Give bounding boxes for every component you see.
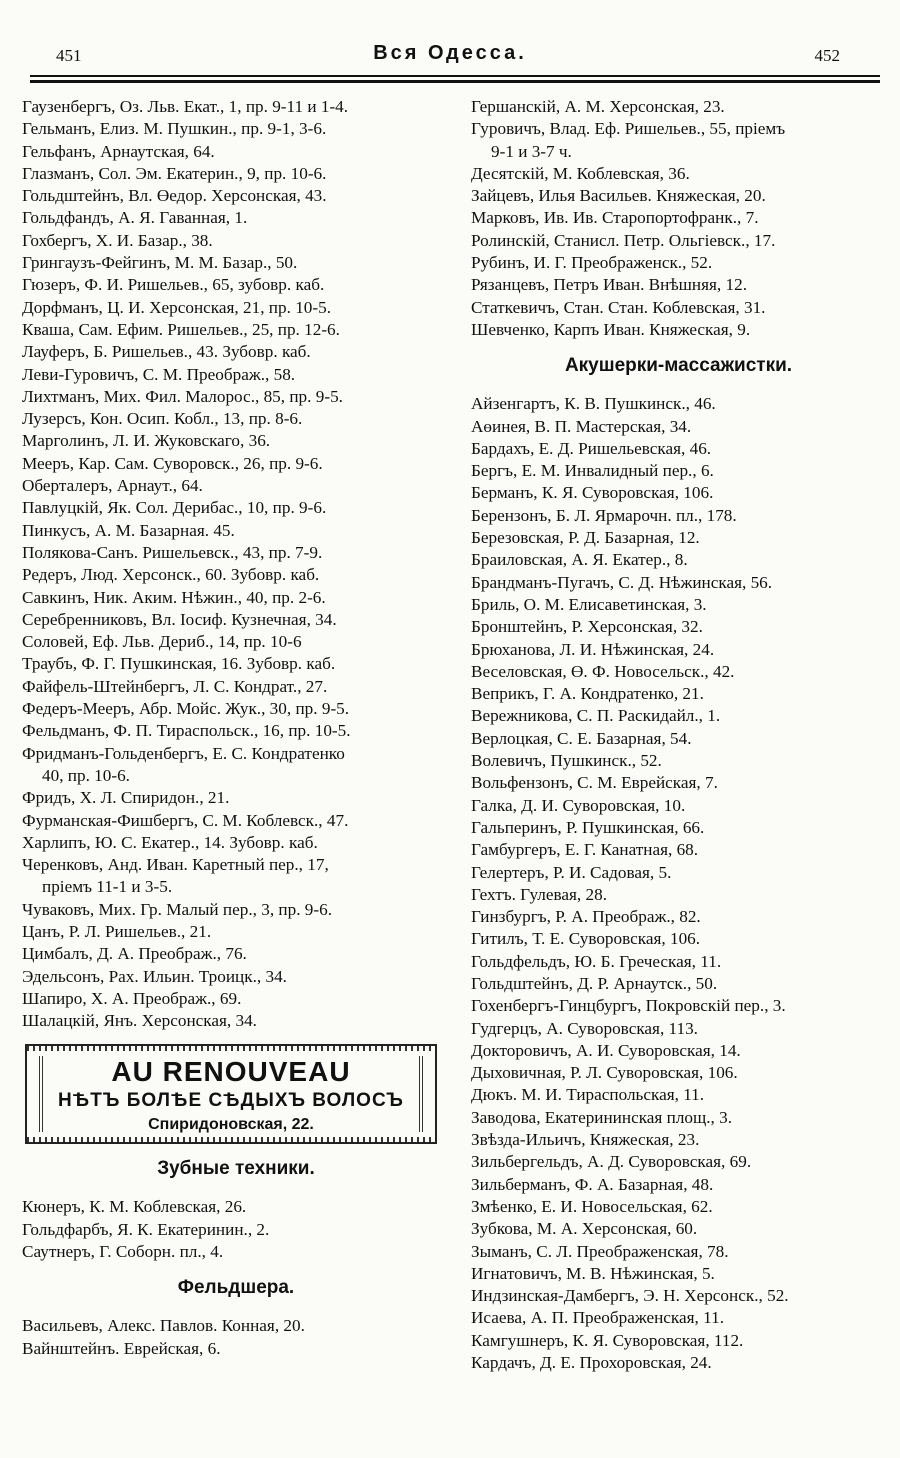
entry-text: Рязанцевъ, Петръ Иван. Внѣшняя, 12. [471,275,747,295]
directory-entry [471,1307,886,1329]
entry-text: Статкевичъ, Стан. Стан. Коблевская, 31. [471,297,766,317]
directory-entry [22,943,450,965]
directory-entry [471,705,886,727]
directory-entry [22,988,450,1010]
directory-entry [22,341,450,363]
directory-entry [471,683,886,705]
entry-text: Десятскій, М. Коблевская, 36. [471,163,690,183]
entry-text: Глазманъ, Сол. Эм. Екатерин., 9, пр. 10-6. [22,163,327,183]
entry-text: Дыховичная, Р. Л. Суворовская, 106. [471,1063,738,1083]
directory-entry [471,1084,886,1106]
directory-entry [22,1010,450,1032]
entry-text: Гинзбургъ, Р. А. Преображ., 82. [471,907,701,927]
directory-entry [22,96,450,118]
entry-text: Траубъ, Ф. Г. Пушкинская, 16. Зубовр. каб. [22,654,336,674]
directory-entry [22,1315,450,1337]
header-rule [30,75,880,77]
entry-text: Фельдманъ, Ф. П. Тираспольск., 16, пр. 10-5. [22,721,351,741]
directory-entry [22,1338,450,1360]
directory-entry [471,639,886,661]
entry-text: Черенковъ, Анд. Иван. Каретный пер., 17, [22,855,329,875]
directory-entry [471,728,886,750]
advertisement-box [25,1044,437,1144]
directory-entry [471,252,886,274]
directory-entry [22,1241,450,1263]
directory-entry [22,274,450,296]
directory-entry [471,460,886,482]
directory-entry [471,185,886,207]
directory-entry [22,921,450,943]
directory-entry [471,438,886,460]
dental-technicians-list [22,1196,450,1263]
entry-text: Васильевъ, Алекс. Павлов. Конная, 20. [22,1316,305,1336]
directory-entry [471,297,886,319]
entry-text: Мееръ, Кар. Сам. Суворовск., 26, пр. 9-6. [22,453,323,473]
directory-entry [22,899,450,921]
page-header [0,0,900,90]
entry-text: Берензонъ, Б. Л. Ярмарочн. пл., 178. [471,505,737,525]
directory-entry [22,230,450,252]
directory-entry [22,520,450,542]
entry-text: Веприкъ, Г. А. Кондратенко, 21. [471,684,704,704]
entry-text: Исаева, А. П. Преображенская, 11. [471,1308,724,1328]
entry-text: Гаузенбергъ, Оз. Льв. Екат., 1, пр. 9-11 и 1-4. [22,97,349,116]
directory-entry [471,928,886,950]
directory-entry [22,1219,450,1241]
entry-text: Кардачъ, Д. Е. Прохоровская, 24. [471,1353,712,1373]
entry-text: Цанъ, Р. Л. Ришельев., 21. [22,921,212,941]
entry-text: Вайнштейнъ. Еврейская, 6. [22,1338,221,1358]
entry-text: Грингаузъ-Фейгинъ, М. М. Базар., 50. [22,253,298,273]
directory-entry [22,475,450,497]
entry-text: Гитилъ, Т. Е. Суворовская, 106. [471,929,701,949]
entry-text: Саутнеръ, Г. Соборн. пл., 4. [22,1242,224,1262]
directory-entry [471,862,886,884]
directory-entry [471,795,886,817]
directory-entry [471,230,886,252]
entry-text: Зайцевъ, Илья Васильев. Княжеская, 20. [471,186,766,206]
entry-text: Редеръ, Люд. Херсонск., 60. Зубовр. каб. [22,565,320,585]
entry-text: Брандманъ-Пугачъ, С. Д. Нѣжинская, 56. [471,572,773,592]
entry-text: Павлуцкій, Як. Сол. Дерибас., 10, пр. 9-6. [22,498,327,518]
entry-text: Гальперинъ, Р. Пушкинская, 66. [471,817,705,837]
entry-text: Оберталеръ, Арнаут., 64. [22,476,203,496]
directory-entry [471,1062,886,1084]
directory-entry [471,274,886,296]
entry-text: Гудгерцъ, А. Суворовская, 113. [471,1018,698,1038]
entry-text: Гельманъ, Елиз. М. Пушкин., пр. 9-1, 3-6. [22,119,327,139]
entry-text: Гольдштейнъ, Вл. Өедор. Херсонская, 43. [22,186,327,206]
entry-text: Ролинскій, Станисл. Петр. Ольгіевск., 17. [471,230,776,250]
entry-text: Змѣенко, Е. И. Новосельская, 62. [471,1196,713,1216]
directory-entry [471,416,886,438]
directory-entry [22,364,450,386]
entry-text: Фридъ, Х. Л. Спиридон., 21. [22,788,230,808]
entry-text: Верлоцкая, С. Е. Базарная, 54. [471,728,692,748]
entry-continuation: 9-1 и 3-7 ч. [491,141,572,161]
page-number-left: 451 [56,46,82,65]
directory-entry [22,743,450,788]
directory-entry [22,386,450,408]
entry-text: Браиловская, А. Я. Екатер., 8. [471,550,688,570]
directory-entry [22,430,450,452]
entry-text: Звѣзда-Ильичъ, Княжеская, 23. [471,1130,700,1150]
directory-entry [22,966,450,988]
section-title-dental-technicians: Зубные техники. [157,1158,315,1180]
directory-entry [471,995,886,1017]
entry-text: Фурманская-Фишбергъ, С. М. Коблевск., 47. [22,810,349,830]
directory-entry [471,572,886,594]
directory-entry [471,1330,886,1352]
entry-text: Фридманъ-Гольденбергъ, Е. С. Кондратенко [22,743,345,763]
entry-text: Федеръ-Мееръ, Абр. Мойс. Жук., 30, пр. 9-5. [22,699,350,719]
directory-entry [471,207,886,229]
entry-text: Гехтъ. Гулевая, 28. [471,884,608,904]
entry-text: Вольфензонъ, С. М. Еврейская, 7. [471,773,718,793]
midwives-list [471,393,886,1374]
entry-text: Шапиро, Х. А. Преображ., 69. [22,988,242,1008]
directory-entry [22,609,450,631]
directory-entry [471,1129,886,1151]
entry-text: Марголинъ, Л. И. Жуковскаго, 36. [22,431,271,451]
entry-text: Зыманъ, С. Л. Преображенская, 78. [471,1241,729,1261]
entry-text: Бардахъ, Е. Д. Ришельевская, 46. [471,438,712,458]
entry-text: Зильберманъ, Ф. А. Базарная, 48. [471,1174,714,1194]
ad-address: Спиридоновская, 22. [148,1116,314,1134]
directory-entry [471,594,886,616]
entry-text: Эдельсонъ, Рах. Ильин. Троицк., 34. [22,966,287,986]
directory-entry [471,817,886,839]
directory-entry [471,884,886,906]
entry-text: Гюзеръ, Ф. И. Ришельев., 65, зубовр. каб. [22,275,325,295]
directory-entry [22,653,450,675]
directory-entry [22,698,450,720]
entry-text: Харлипъ, Ю. С. Екатер., 14. Зубовр. каб. [22,832,318,852]
directory-entry [471,1174,886,1196]
directory-entry [22,118,450,140]
entry-text: Марковъ, Ив. Ив. Старопортофранк., 7. [471,208,759,228]
entry-text: Полякова-Санъ. Ришельевск., 43, пр. 7-9. [22,542,323,562]
entry-text: Гельфанъ, Арнаутская, 64. [22,141,215,161]
directory-entry [22,163,450,185]
directory-entry [22,542,450,564]
section-title-feldshers: Фельдшера. [177,1277,295,1299]
running-title: Вся Одесса. [373,42,527,64]
entry-text: Гуровичъ, Влад. Еф. Ришельев., 55, пріемъ [471,119,786,139]
directory-entry [471,973,886,995]
entry-text: Гольдфельдъ, Ю. Б. Греческая, 11. [471,951,722,971]
entry-text: Гольдфарбъ, Я. К. Екатеринин., 2. [22,1219,270,1239]
directory-entry [471,549,886,571]
directory-entry [22,676,450,698]
entry-text: Вережникова, С. П. Раскидайл., 1. [471,706,721,726]
entry-text: Берманъ, К. Я. Суворовская, 106. [471,483,714,503]
entry-text: Зильбергельдъ, А. Д. Суворовская, 69. [471,1152,752,1172]
entry-text: Заводова, Екатерининская площ., 3. [471,1107,733,1127]
directory-entry [471,1107,886,1129]
entry-text: Докторовичъ, А. И. Суворовская, 14. [471,1040,741,1060]
directory-entry [471,118,886,163]
entry-text: Цимбалъ, Д. А. Преображ., 76. [22,944,247,964]
entry-text: Зубкова, М. А. Херсонская, 60. [471,1219,698,1239]
directory-entry [22,252,450,274]
entry-text: Рубинъ, И. Г. Преображенск., 52. [471,253,713,273]
entry-text: Дюкъ. М. И. Тираспольская, 11. [471,1085,705,1105]
directory-entry [471,951,886,973]
entry-text: Березовская, Р. Д. Базарная, 12. [471,528,700,548]
directory-entry [471,661,886,683]
entry-text: Волевичъ, Пушкинск., 52. [471,751,662,771]
entry-continuation: 40, пр. 10-6. [42,765,130,785]
entry-text: Пинкусъ, А. М. Базарная. 45. [22,520,235,540]
directory-entry [22,564,450,586]
ad-slogan: НѢТЪ БОЛѢЕ СѢДЫХЪ ВОЛОСЪ [58,1090,404,1112]
directory-entry [22,587,450,609]
directory-entry [471,319,886,341]
entry-text: Лауферъ, Б. Ришельев., 43. Зубовр. каб. [22,342,311,362]
directory-entry [471,1263,886,1285]
entry-text: Савкинъ, Ник. Аким. Нѣжин., 40, пр. 2-6. [22,587,326,607]
entry-text: Бронштейнъ, Р. Херсонская, 32. [471,617,703,637]
entry-text: Леви-Гуровичъ, С. М. Преображ., 58. [22,364,296,384]
entry-text: Шевченко, Карпъ Иван. Княжеская, 9. [471,319,751,339]
header-rule-thick [30,80,880,83]
entry-text: Галка, Д. И. Суворовская, 10. [471,795,686,815]
directory-entry [22,631,450,653]
directory-entry [22,720,450,742]
entry-text: Кюнеръ, К. М. Коблевская, 26. [22,1197,247,1217]
entry-text: Серебренниковъ, Вл. Іосиф. Кузнечная, 34. [22,609,337,629]
directory-entry [22,787,450,809]
entry-text: Бергъ, Е. М. Инвалидный пер., 6. [471,461,714,481]
entry-text: Брюханова, Л. И. Нѣжинская, 24. [471,639,715,659]
directory-entry [471,1352,886,1374]
directory-entry [22,832,450,854]
directory-entry [22,497,450,519]
entry-text: Гольдштейнъ, Д. Р. Арнаутск., 50. [471,973,718,993]
directory-entry [471,482,886,504]
directory-entry [471,750,886,772]
page-number-right: 452 [814,46,840,65]
directory-entry [471,163,886,185]
directory-entry [471,96,886,118]
directory-entry [471,839,886,861]
right-column [471,96,886,1374]
entry-text: Лихтманъ, Мих. Фил. Малорос., 85, пр. 9-5. [22,386,343,406]
ad-brand-name: AU RENOUVEAU [111,1056,351,1088]
entry-text: Игнатовичъ, М. В. Нѣжинская, 5. [471,1263,715,1283]
entry-text: Аөинея, В. П. Мастерская, 34. [471,416,692,436]
entry-text: Бриль, О. М. Елисаветинская, 3. [471,594,707,614]
directory-entry [471,1218,886,1240]
entry-text: Айзенгартъ, К. В. Пушкинск., 46. [471,394,716,414]
entry-text: Шалацкій, Янъ. Херсонская, 34. [22,1011,257,1031]
directory-entry [471,1018,886,1040]
directory-entry [22,854,450,899]
advertisement-inner [39,1056,423,1132]
directory-entry [471,1196,886,1218]
entry-text: Дорфманъ, Ц. И. Херсонская, 21, пр. 10-5. [22,297,331,317]
directory-entry [471,906,886,928]
directory-entry [471,1285,886,1307]
entry-continuation: пріемъ 11-1 и 3-5. [42,877,173,897]
entry-text: Файфель-Штейнбергъ, Л. С. Кондрат., 27. [22,676,328,696]
left-entry-list [22,96,450,1032]
entry-text: Кваша, Сам. Ефим. Ришельев., 25, пр. 12-6. [22,319,340,339]
directory-entry [22,141,450,163]
entry-text: Веселовская, Ө. Ф. Новосельск., 42. [471,661,735,681]
directory-entry [22,319,450,341]
entry-text: Гольдфандъ, А. Я. Гаванная, 1. [22,208,248,228]
directory-entry [22,185,450,207]
directory-entry [471,1241,886,1263]
directory-entry [471,1040,886,1062]
entry-text: Гамбургеръ, Е. Г. Канатная, 68. [471,840,699,860]
right-entry-list [471,96,886,341]
directory-entry [471,772,886,794]
directory-entry [22,453,450,475]
section-title-midwives: Акушерки-массажистки. [564,355,793,377]
entry-text: Гелертеръ, Р. И. Садовая, 5. [471,862,672,882]
directory-entry [22,207,450,229]
directory-entry [471,505,886,527]
entry-text: Гохбергъ, Х. И. Базар., 38. [22,230,213,250]
directory-entry [471,527,886,549]
entry-text: Индзинская-Дамбергъ, Э. Н. Херсонск., 52. [471,1286,789,1306]
feldshers-list [22,1315,450,1360]
left-column [22,96,450,1360]
directory-entry [22,810,450,832]
entry-text: Соловей, Еф. Льв. Дериб., 14, пр. 10-6 [22,632,302,652]
directory-entry [22,408,450,430]
directory-entry [471,1151,886,1173]
directory-entry [471,616,886,638]
entry-text: Гохенбергъ-Гинцбургъ, Покровскій пер., 3. [471,996,786,1016]
directory-entry [22,297,450,319]
entry-text: Чуваковъ, Мих. Гр. Малый пер., 3, пр. 9-6. [22,899,333,919]
entry-text: Лузерсъ, Кон. Осип. Кобл., 13, пр. 8-6. [22,409,303,429]
directory-entry [471,393,886,415]
entry-text: Гершанскій, А. М. Херсонская, 23. [471,97,725,116]
directory-entry [22,1196,450,1218]
entry-text: Камгушнеръ, К. Я. Суворовская, 112. [471,1330,744,1350]
